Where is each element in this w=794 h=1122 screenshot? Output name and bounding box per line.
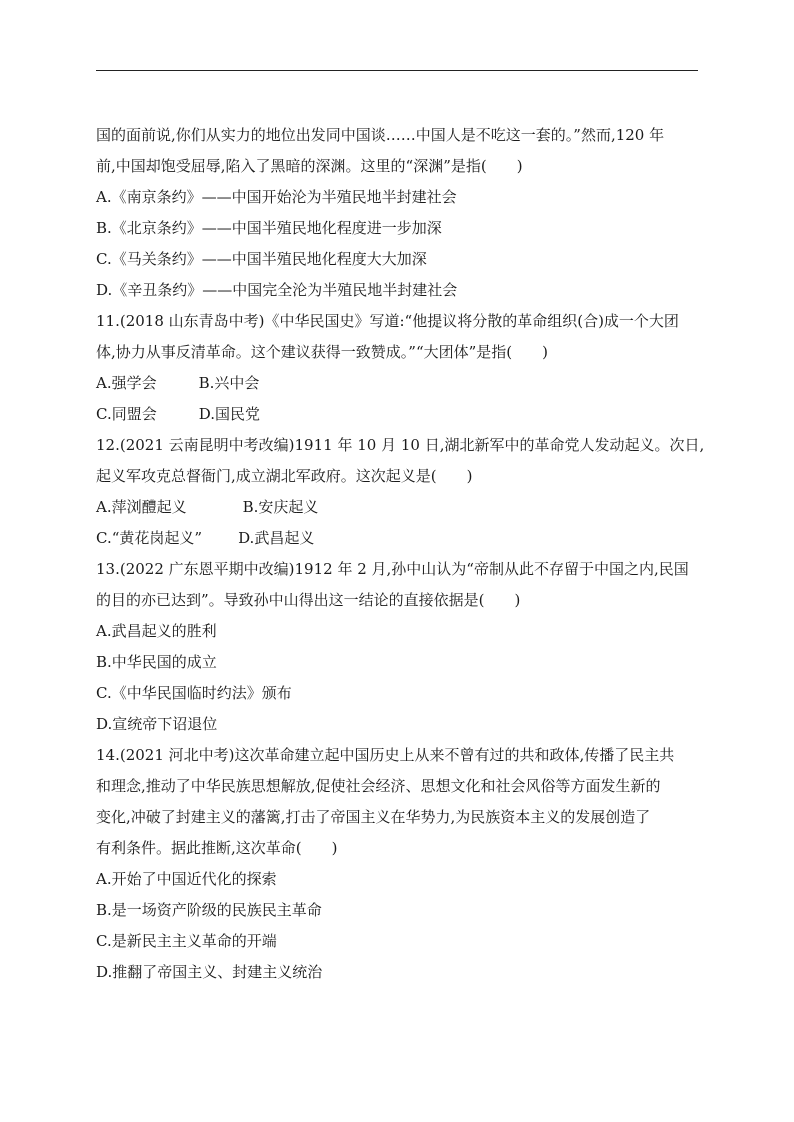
question-12-options-row-2: [96, 523, 698, 554]
question-14-option-a: A.开始了中国近代化的探索: [96, 870, 277, 888]
question-10-stem-line: 前,中国却饱受屈辱,陷入了黑暗的深渊。这里的“深渊”是指( ): [96, 157, 523, 175]
question-12-option-b: B.安庆起义: [242, 498, 319, 516]
question-14: [96, 740, 698, 864]
question-11: [96, 306, 698, 368]
header-rule: [96, 70, 698, 71]
question-14-stem-line: 变化,冲破了封建主义的藩篱,打击了帝国主义在华势力,为民族资本主义的发展创造了: [96, 808, 651, 826]
question-13-option-b: B.中华民国的成立: [96, 653, 217, 671]
question-13-option-d: D.宣统帝下诏退位: [96, 715, 218, 733]
question-12-options-row-1: [96, 492, 698, 523]
question-10-stem-line: 国的面前说,你们从实力的地位出发同中国谈……中国人是不吃这一套的。”然而,120 年: [96, 126, 665, 144]
question-13-stem-line: 的目的亦已达到”。导致孙中山得出这一结论的直接依据是( ): [96, 591, 521, 609]
question-13-option-c: C.《中华民国临时约法》颁布: [96, 684, 292, 702]
question-10-option-a: A.《南京条约》——中国开始沦为半殖民地半封建社会: [96, 188, 457, 206]
question-11-options-row-2: [96, 399, 698, 430]
question-11-option-c: C.同盟会: [96, 405, 157, 423]
question-10-option-c: C.《马关条约》——中国半殖民地化程度大大加深: [96, 250, 427, 268]
question-11-stem-line: 11.(2018 山东青岛中考)《中华民国史》写道:“他提议将分散的革命组织(合)成一个大团: [96, 312, 679, 330]
question-10-option-b: B.《北京条约》——中国半殖民地化程度进一步加深: [96, 219, 442, 237]
question-11-stem-line: 体,协力从事反清革命。这个建议获得一致赞成。”“大团体”是指( ): [96, 343, 548, 361]
question-13: [96, 554, 698, 616]
question-12-stem-line: 12.(2021 云南昆明中考改编)1911 年 10 月 10 日,湖北新军中的革命党人发动起义。次日,: [96, 436, 705, 454]
question-11-option-b: B.兴中会: [198, 374, 260, 392]
question-14-stem-line: 和理念,推动了中华民族思想解放,促使社会经济、思想文化和社会风俗等方面发生新的: [96, 777, 661, 795]
question-14-stem-line: 14.(2021 河北中考)这次革命建立起中国历史上从来不曾有过的共和政体,传播了民主共: [96, 746, 675, 764]
question-13-stem-line: 13.(2022 广东恩平期中改编)1912 年 2 月,孙中山认为“帝制从此不存留于中国之内,民国: [96, 560, 689, 578]
question-14-option-d: D.推翻了帝国主义、封建主义统治: [96, 963, 323, 981]
question-list: [96, 120, 705, 988]
question-10: [96, 120, 698, 182]
question-11-option-a: A.强学会: [96, 374, 157, 392]
question-14-stem-line: 有利条件。据此推断,这次革命( ): [96, 839, 338, 857]
question-12-option-d: D.武昌起义: [238, 529, 315, 547]
question-12: [96, 430, 705, 492]
question-13-option-a: A.武昌起义的胜利: [96, 622, 217, 640]
question-14-option-c: C.是新民主主义革命的开端: [96, 932, 277, 950]
question-12-stem-line: 起义军攻克总督衙门,成立湖北军政府。这次起义是( ): [96, 467, 473, 485]
question-12-option-c: C.“黄花岗起义”: [96, 529, 203, 547]
question-12-option-a: A.萍浏醴起义: [96, 498, 187, 516]
question-11-options-row-1: [96, 368, 698, 399]
question-11-option-d: D.国民党: [198, 405, 260, 423]
question-10-option-d: D.《辛丑条约》——中国完全沦为半殖民地半封建社会: [96, 281, 458, 299]
question-14-option-b: B.是一场资产阶级的民族民主革命: [96, 901, 322, 919]
